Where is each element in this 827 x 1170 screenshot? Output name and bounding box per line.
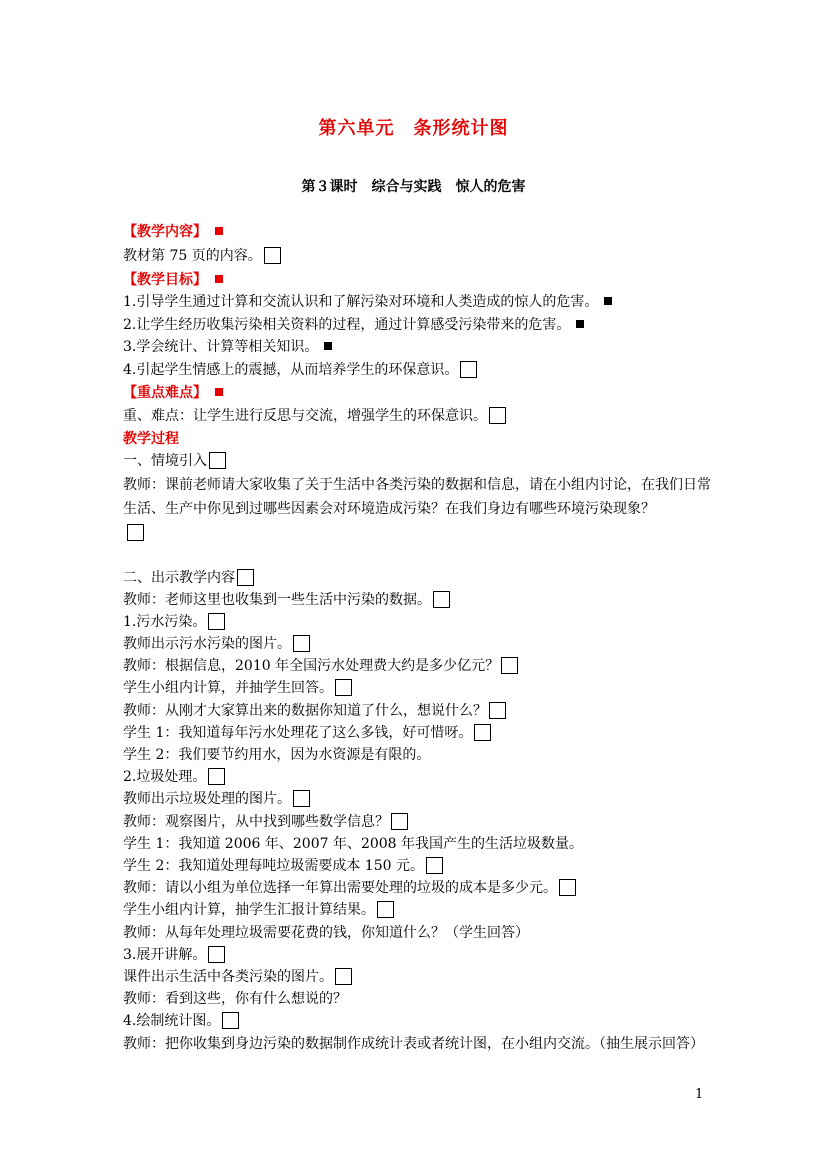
black-square-icon <box>324 342 332 350</box>
process-line: 教师出示垃圾处理的图片。 <box>123 791 291 808</box>
checkbox-icon <box>489 702 506 719</box>
content-text: 教材第 75 页的内容。 <box>123 248 262 265</box>
red-square-icon <box>215 227 223 235</box>
process-line: 学生 2：我们要节约用水，因为水资源是有限的。 <box>123 747 431 763</box>
process-line: 学生 1：我知道每年污水处理花了这么多钱，好可惜呀。 <box>123 724 473 741</box>
checkbox-icon <box>460 361 477 378</box>
process-line: 2.垃圾处理。 <box>123 769 207 786</box>
process-line: 4.绘制统计图。 <box>123 1013 221 1030</box>
checkbox-icon <box>208 946 225 963</box>
checkbox-icon <box>501 657 518 674</box>
process-line: 学生 2：我知道处理每吨垃圾需要成本 150 元。 <box>123 857 424 874</box>
checkbox-icon <box>489 407 506 424</box>
checkbox-icon <box>433 591 450 608</box>
goal-item: 3.学会统计、计算等相关知识。 <box>123 338 319 355</box>
checkbox-icon <box>474 724 491 741</box>
checkbox-icon <box>559 879 576 896</box>
black-square-icon <box>576 320 584 328</box>
key-text: 重、难点：让学生进行反思与交流，增强学生的环保意识。 <box>123 408 487 425</box>
process-line: 学生小组内计算，抽学生汇报计算结果。 <box>123 902 375 919</box>
checkbox-icon <box>208 613 225 630</box>
red-square-icon <box>215 275 223 283</box>
process-line: 教师：从每年处理垃圾需要花费的钱，你知道什么？（学生回答） <box>123 924 529 941</box>
checkbox-icon <box>209 452 226 469</box>
lesson-subtitle: 第３课时 综合与实践 惊人的危害 <box>301 179 526 195</box>
page-number: 1 <box>695 1087 704 1102</box>
process-line: 教师：看到这些，你有什么想说的？ <box>123 991 347 1008</box>
process-line: 1.污水污染。 <box>123 613 207 630</box>
process-line: 教师：从刚才大家算出来的数据你知道了什么，想说什么？ <box>123 702 487 719</box>
section-heading-process: 教学过程 <box>123 431 179 448</box>
checkbox-icon <box>335 679 352 696</box>
checkbox-icon <box>293 635 310 652</box>
process-line: 教师出示污水污染的图片。 <box>123 636 291 653</box>
process-line: 课件出示生活中各类污染的图片。 <box>123 968 333 985</box>
page-title: 第六单元 条形统计图 <box>318 118 509 139</box>
checkbox-icon <box>293 790 310 807</box>
section-heading-goals: 【教学目标】 <box>123 269 713 291</box>
part-title: 一、情境引入 <box>123 453 207 470</box>
checkbox-icon <box>264 247 281 264</box>
process-line: 教师：根据信息，2010 年全国污水处理费大约是多少亿元？ <box>123 658 500 675</box>
checkbox-icon <box>426 857 443 874</box>
paragraph: 教师：把你收集到身边污染的数据制作成统计表或者统计图，在小组内交流。（抽生展示回答） <box>123 1036 704 1053</box>
goal-item: 1.引导学生通过计算和交流认识和了解污染对环境和人类造成的惊人的危害。 <box>123 294 599 311</box>
goal-item: 2.让学生经历收集污染相关资料的过程，通过计算感受污染带来的危害。 <box>123 316 571 333</box>
section-heading-key: 【重点难点】 <box>123 382 713 404</box>
goal-item: 4.引起学生情感上的震撼，从而培养学生的环保意识。 <box>123 361 459 378</box>
checkbox-icon <box>208 768 225 785</box>
checkbox-icon <box>391 813 408 830</box>
checkbox-icon <box>237 569 254 586</box>
process-line: 3.展开讲解。 <box>123 946 207 963</box>
red-square-icon <box>215 388 223 396</box>
document-body <box>123 221 713 1056</box>
section-heading-content: 【教学内容】 <box>123 221 713 243</box>
process-line: 学生小组内计算，并抽学生回答。 <box>123 680 333 697</box>
checkbox-icon <box>377 901 394 918</box>
checkbox-icon <box>127 524 144 541</box>
process-line: 教师：观察图片，从中找到哪些数学信息？ <box>123 813 389 830</box>
part-title: 二、出示教学内容 <box>123 569 235 586</box>
paragraph: 教师：课前老师请大家收集了关于生活中各类污染的数据和信息，请在小组内讨论，在我们日常生活、生产中你见到过哪些因素会对环境造成污染？在我们身边有哪些环境污染现象？ <box>123 473 713 545</box>
checkbox-icon <box>222 1012 239 1029</box>
process-line: 教师：老师这里也收集到一些生活中污染的数据。 <box>123 591 431 608</box>
checkbox-icon <box>335 968 352 985</box>
process-line: 教师：请以小组为单位选择一年算出需要处理的垃圾的成本是多少元。 <box>123 880 557 897</box>
process-line: 学生 1：我知道 2006 年、2007 年、2008 年我国产生的生活垃圾数量。 <box>123 835 584 852</box>
black-square-icon <box>604 297 612 305</box>
